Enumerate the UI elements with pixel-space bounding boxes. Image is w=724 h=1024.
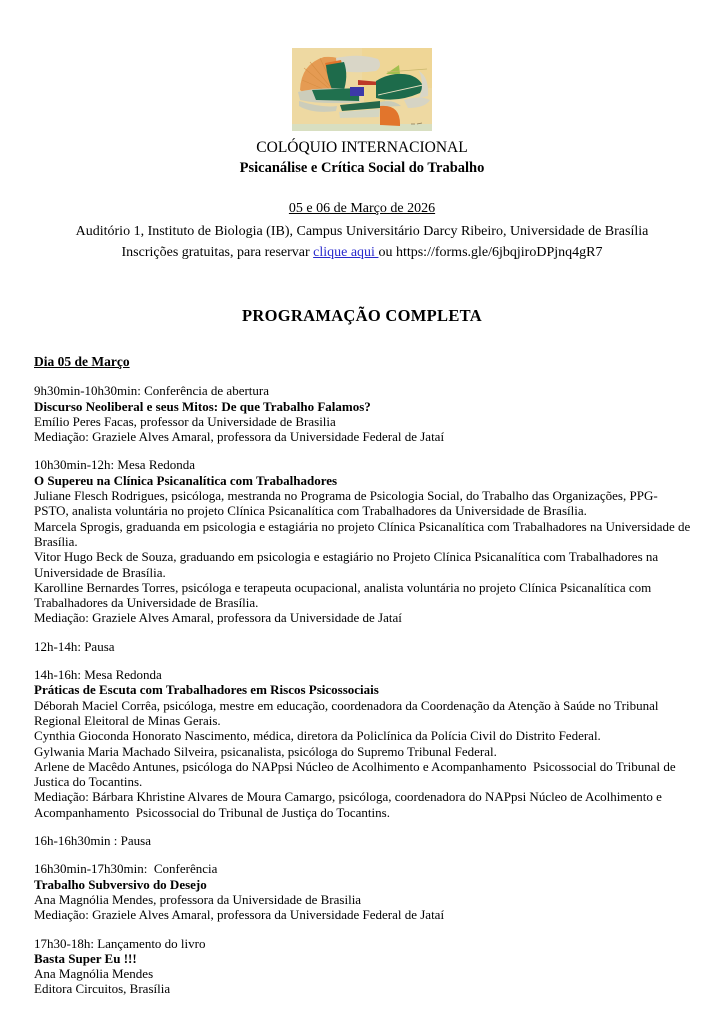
sessions-list (34, 383, 694, 997)
program-title: PROGRAMAÇÃO COMPLETA (242, 306, 482, 325)
session-time: 10h30min-12h: Mesa Redonda (34, 457, 196, 473)
session-time: 9h30min-10h30min: Conferência de abertura (34, 383, 270, 399)
registration-suffix: ou https://forms.gle/6jbqjiroDPjnq4gR7 (378, 245, 603, 260)
session-detail: Karolline Bernardes Torres, psicóloga e terapeuta ocupacional, analista voluntária no projeto Clínica Psicanalítica com Trabalhadores da Universidade de Brasília. (34, 579, 655, 611)
session-time: 17h30-18h: Lançamento do livro (34, 935, 206, 951)
session-block (34, 936, 691, 997)
session-detail: Emílio Peres Facas, professor da Universidade de Brasilia (34, 413, 336, 429)
abstract-painting-image (292, 48, 432, 131)
session-time: 12h-14h: Pausa (34, 638, 115, 654)
session-time: 16h30min-17h30min: Conferência (34, 861, 218, 877)
session-detail: Arlene de Macêdo Antunes, psicóloga do NAPpsi Núcleo de Acolhimento e Acompanhamento Psicossocial do Tribunal de Justica do Tocantins. (34, 758, 679, 790)
session-detail: Mediação: Graziele Alves Amaral, professora da Universidade Federal de Jataí (34, 429, 445, 445)
day-heading: Dia 05 de Março (34, 354, 130, 369)
session-detail: Mediação: Bárbara Khristine Alvares de Moura Camargo, psicóloga, coordenadora do NAPpsi Núcleo de Acolhimento e Acompanhamento Psicossocial do Tribunal de Justiça do Tocantins. (34, 789, 665, 820)
session-detail: Gylwania Maria Machado Silveira, psicanalista, psicóloga do Supremo Tribunal Federal. (34, 743, 497, 759)
session-title: Basta Super Eu !!! (34, 950, 137, 966)
session-time: 16h-16h30min : Pausa (34, 833, 151, 849)
session-block (34, 861, 691, 922)
event-venue: Auditório 1, Instituto de Biologia (IB), Campus Universitário Darcy Ribeiro, Universidade de Brasília (75, 224, 649, 239)
session-block (34, 383, 691, 444)
registration-line (0, 242, 724, 263)
event-artwork (292, 48, 432, 131)
session-block (34, 639, 691, 654)
session-title: Discurso Neoliberal e seus Mitos: De que Trabalho Falamos? (34, 398, 371, 414)
session-detail: Editora Circuitos, Brasília (34, 981, 171, 997)
session-title: O Supereu na Clínica Psicanalítica com Trabalhadores (34, 472, 338, 488)
session-block (34, 667, 691, 820)
session-title: Práticas de Escuta com Trabalhadores em Riscos Psicossociais (34, 682, 379, 698)
session-detail: Cynthia Gioconda Honorato Nascimento, médica, diretora da Policlínica da Polícia Civil do Distrito Federal. (34, 728, 601, 744)
session-time: 14h-16h: Mesa Redonda (34, 667, 162, 683)
session-detail: Ana Magnólia Mendes (34, 966, 154, 982)
session-detail: Ana Magnólia Mendes, professora da Universidade de Brasilia (34, 891, 362, 907)
session-detail: Déborah Maciel Corrêa, psicóloga, mestre em educação, coordenadora da Coordenação da Atenção à Saúde no Tribunal Regional Eleitoral de Minas Gerais. (34, 697, 662, 728)
registration-link[interactable]: clique aqui (313, 245, 379, 260)
session-detail: Marcela Sprogis, graduanda em psicologia e estagiária no projeto Clínica Psicanalítica com Trabalhadores na Universidade de Brasília. (34, 518, 694, 549)
session-block (34, 833, 691, 848)
session-detail: Mediação: Graziele Alves Amaral, professora da Universidade Federal de Jataí (34, 907, 445, 923)
session-detail: Juliane Flesch Rodrigues, psicóloga, mestranda no Programa de Psicologia Social, do Trabalho das Organizações, PPG-PSTO, analista voluntária no projeto Clínica Psicanalítica com Trabalhadores da Universidade de Brasília. (34, 488, 658, 519)
session-detail: Mediação: Graziele Alves Amaral, professora da Universidade de Jataí (34, 610, 402, 626)
event-subtitle: Psicanálise e Crítica Social do Trabalho (239, 160, 485, 176)
registration-prefix: Inscrições gratuitas, para reservar (121, 245, 314, 260)
session-block (34, 457, 694, 626)
event-title: COLÓQUIO INTERNACIONAL (256, 139, 468, 156)
program-content (34, 354, 694, 997)
session-detail: Vitor Hugo Beck de Souza, graduando em psicologia e estagiário no Projeto Clínica Psicanalítica com Trabalhadores na Universidade de Brasília. (34, 549, 662, 580)
header-block (0, 138, 724, 263)
event-dates: 05 e 06 de Março de 2026 (288, 201, 436, 216)
session-title: Trabalho Subversivo do Desejo (34, 876, 207, 892)
